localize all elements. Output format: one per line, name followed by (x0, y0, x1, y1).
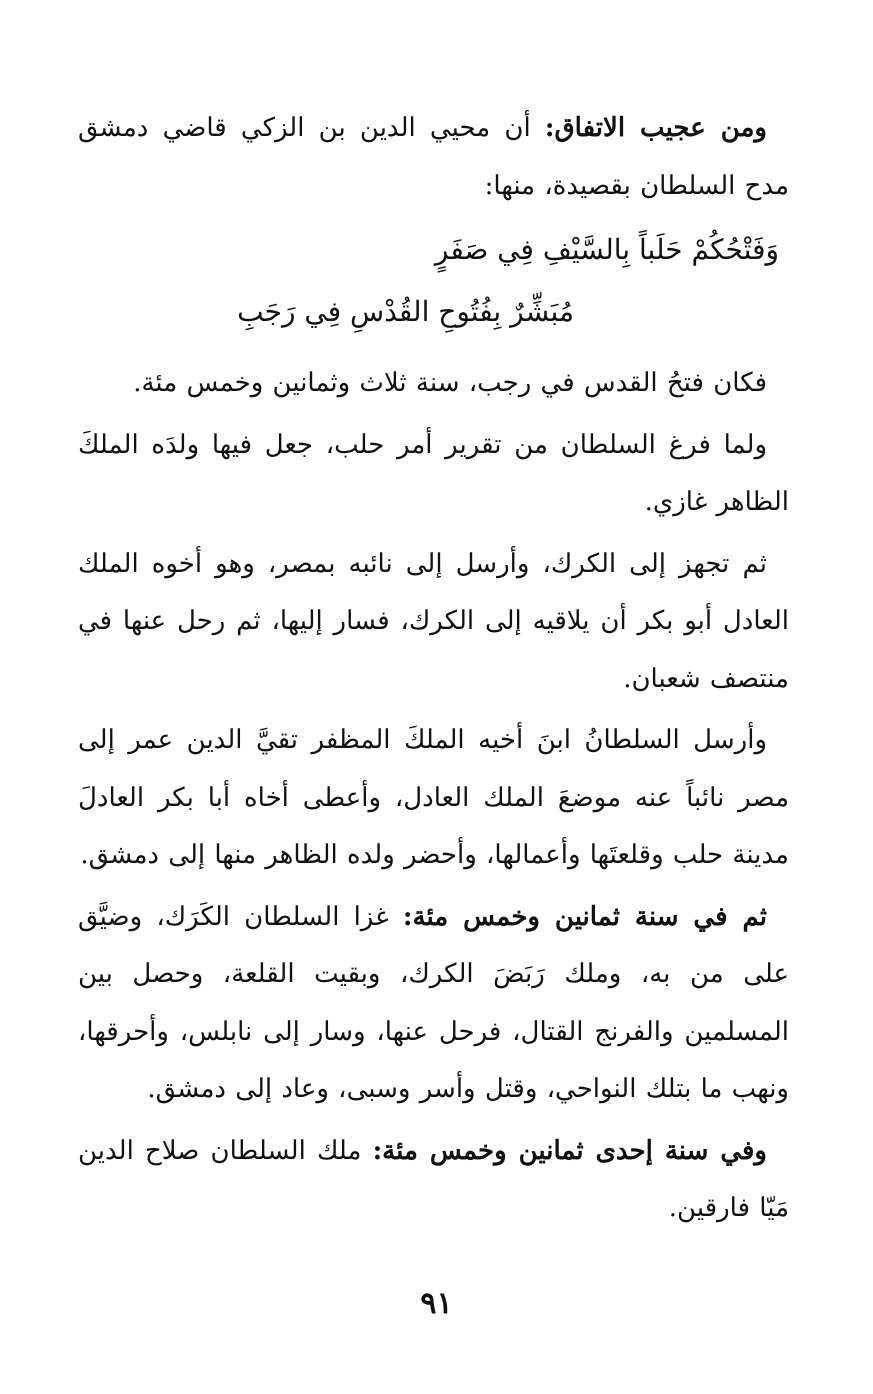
verse-second-hemistich: مُبَشِّرٌ بِفُتُوحِ القُدْسِ فِي رَجَبِ (237, 295, 574, 328)
poem-verse (78, 219, 789, 343)
paragraph-1-text: أن محيي الدين بن الزكي قاضي دمشق مدح السلطان بقصيدة، منها: (78, 113, 789, 201)
paragraph-1-lead: ومن عجيب الاتفاق: (544, 113, 767, 143)
paragraph-2 (78, 355, 789, 413)
paragraph-6-text: غزا السلطان الكَرَك، وضيَّق على من به، وملك رَبَضَ الكرك، وبقيت القلعة، وحصل بين المسلمين والفرنج القتال، فرحل عنها، وسار إلى نابلس، وأحرقها، ونهب ما بتلك النواحي، وقتل وأسر وسبى، وعاد إلى دمشق. (78, 901, 789, 1104)
paragraph-3-text: ولما فرغ السلطان من تقرير أمر حلب، جعل فيها ولدَه الملكَ الظاهر غازي. (78, 429, 789, 517)
paragraph-5 (78, 712, 789, 885)
page-number: ٩١ (420, 1286, 453, 1321)
paragraph-7 (78, 1123, 789, 1238)
paragraph-6-lead: ثم في سنة ثمانين وخمس مئة: (402, 901, 767, 932)
paragraph-1 (78, 100, 789, 215)
paragraph-7-lead: وفي سنة إحدى ثمانين وخمس مئة: (372, 1135, 767, 1166)
paragraph-4-text: ثم تجهز إلى الكرك، وأرسل إلى نائبه بمصر، وهو أخوه الملك العادل أبو بكر أن يلاقيه إلى الكرك، فسار إليها، ثم رحل عنها في منتصف شعبان. (78, 548, 789, 694)
paragraph-5-text: وأرسل السلطانُ ابنَ أخيه الملكَ المظفر تقيَّ الدين عمر إلى مصر نائباً عنه موضعَ الملك العادل، وأعطى أخاه أبا بكر العادلَ مدينة حلب وقلعتَها وأعمالها، وأحضر ولده الظاهر منها إلى دمشق. (78, 725, 789, 870)
paragraph-6 (78, 889, 789, 1119)
paragraph-4 (78, 536, 789, 709)
paragraph-2-text: فكان فتحُ القدس في رجب، سنة ثلاث وثمانين وخمس مئة. (133, 368, 767, 398)
verse-first-hemistich: وَفَتْحُكُمْ حَلَباً بِالسَّيْفِ فِي صَفَرٍ (434, 233, 779, 266)
paragraph-3 (78, 417, 789, 532)
paragraph-7-text: ملك السلطان صلاح الدين مَيّا فارقين. (78, 1135, 789, 1223)
